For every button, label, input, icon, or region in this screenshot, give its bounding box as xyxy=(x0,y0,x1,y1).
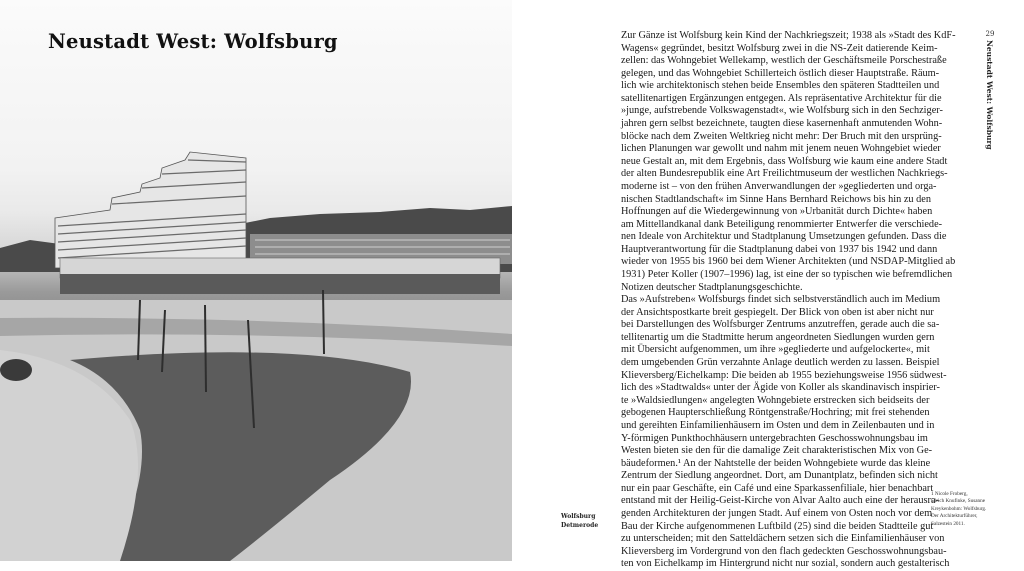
page-number: 29 xyxy=(985,30,995,38)
text-line: Klieversberg/Eichelkamp: Die beiden ab 1955 beziehungsweise 1956 südwest- xyxy=(621,369,947,381)
text-line: Hauptverantwortung für die Stadtplanung dabei von 1937 bis 1942 und dann xyxy=(621,243,938,255)
text-line: Notizen deutscher Stadtplanungsgeschichte. xyxy=(621,281,803,293)
text-line: jahren gern selbst bezeichnete, taugten diese kasernenhaft anmutenden Wohn- xyxy=(621,118,943,130)
text-line: genden Architekturen der jungen Stadt. Auf einem von Osten noch vor dem xyxy=(621,507,933,519)
text-line: 1931) Peter Koller (1907–1996) lag, ist eine der so typischen wie befremdlichen xyxy=(621,268,953,280)
text-line: entstand mit der Heilig-Geist-Kirche von Alvar Aalto auch eine der herausra- xyxy=(621,495,939,507)
photo-caption xyxy=(561,512,613,530)
footnote xyxy=(931,491,1015,528)
text-line: wieder von 1955 bis 1960 bei dem Wiener Architekten (und NSDAP-Mitglied ab xyxy=(621,256,956,268)
text-line: nur ein paar Geschäfte, ein Café und eine Sparkassenfiliale, hier benachbart xyxy=(621,482,934,494)
text-line: blöcke nach dem Zweiten Weltkrieg nicht mehr: Der Bruch mit den ursprüng- xyxy=(621,130,942,142)
footnote-line: Salzestein 2011. xyxy=(931,520,965,527)
text-line: tellitenartig um die Stadtmitte herum angeordneten Siedlungen wurden gern xyxy=(621,331,935,343)
text-line: dem umgebenden Grün verzahnte Anlage deutlich werden zu lassen. Beispiel xyxy=(621,357,940,369)
text-line: ten von Eichelkamp im Hintergrund nicht nur sozial, sondern auch gestalterisch xyxy=(621,558,950,570)
caption-line: Wolfsburg xyxy=(561,513,596,520)
footnote-line: Der Architekturführer, xyxy=(931,513,978,520)
text-line: der Ansichtspostkarte breit gespiegelt. Der Blick von oben ist aber nicht nur xyxy=(621,306,934,318)
text-line: lichen Planungen war gewollt und nahm mit jenem neuen Wohngebiet wieder xyxy=(621,143,941,155)
text-line: nischen Stadtlandschaft« im Sinne Hans Bernhard Reichows bis hin zu den xyxy=(621,193,931,205)
text-line: »junge, aufstrebende Volkswagenstadt«, wie Wolfsburg sich in den Sechziger- xyxy=(621,105,943,117)
footnote-line: Kreykenbohm: Wolfsburg. xyxy=(931,505,987,512)
text-line: gebogenen Haupterschließung Röntgenstraße/Hochring; mit frei stehenden xyxy=(621,407,930,419)
text-line: Hoffnungen auf die Wiedergewinnung von »Urbanität durch Dichte« haben xyxy=(621,206,933,218)
text-line: der alten Bundesrepublik eine Art Freilichtmuseum der westlichen Nachkriegs- xyxy=(621,168,948,180)
low-buildings-shadow xyxy=(60,274,500,294)
text-line: te »Waldsiedlungen« angelegten Wohngebiete erstrecken sich beidseits der xyxy=(621,394,930,406)
text-line: satellitenartigen Ergänzungen entgegen. Als repräsentative Architektur für die xyxy=(621,92,942,104)
footnote-line: Ulrich Knufinke, Susanne xyxy=(931,498,986,505)
text-line: Zentrum der Siedlung angeordnet. Dort, am Dunantplatz, befinden sich nicht xyxy=(621,470,938,482)
text-line: Klieversberg im Vordergrund von den flach gedeckten Geschosswohnungsbau- xyxy=(621,545,947,557)
running-head: Neustadt West: Wolfsburg xyxy=(985,40,994,150)
vintage-car xyxy=(0,359,32,381)
text-line: am Mittellandkanal dank Beteiligung renommierter Entwerfer die verschiede- xyxy=(621,218,943,230)
chapter-title: Neustadt West: Wolfsburg xyxy=(48,30,338,53)
text-line: und gereihten Einfamilienhäusern im Osten und dem in Zeilenbauten und in xyxy=(621,419,935,431)
terraced-highrise xyxy=(55,152,246,268)
text-line: Westen bieten sie den für die damalige Zeit charakteristischen Mix von Ge- xyxy=(621,445,933,457)
footnote-line: 1 Nicole Froberg, xyxy=(931,491,968,497)
text-line: neue Gestalt an, mit dem Ergebnis, dass Wolfsburg wie kaum eine andere Stadt xyxy=(621,155,948,167)
text-line: Bau der Kirche aufgenommenen Luftbild (25) sind die beiden Stadtteile gut xyxy=(621,520,934,532)
photo-illustration xyxy=(0,0,512,561)
text-line: mit Übersicht aufgenommen, um ihre »gegliederte und aufgelockerte«, mit xyxy=(621,344,930,356)
text-line: gelegen, und das Wohngebiet Schillerteich östlich dieser Hauptstraße. Räum- xyxy=(621,67,940,79)
caption-line: Detmerode xyxy=(561,522,599,529)
text-line: bei Darstellungen des Wolfsburger Zentrums anzutreffen, gerade auch die sa- xyxy=(621,319,940,331)
text-line: lich des »Stadtwalds« unter der Ägide von Koller als skandinavisch inspirier- xyxy=(621,382,940,394)
text-line: nen Ideale von Architektur und Stadtplanung Umsetzungen gefunden. Dass die xyxy=(621,231,947,243)
text-line: moderne ist – von den frühen Anverwandlungen der »gegliederten und orga- xyxy=(621,180,937,192)
text-line: Zur Gänze ist Wolfsburg kein Kind der Nachkriegszeit; 1938 als »Stadt des KdF- xyxy=(621,30,956,41)
text-line: zellen: das Wohngebiet Wellekamp, westlich der Geschäftsmeile Porschestraße xyxy=(621,55,947,67)
text-line: zu unterscheiden; mit den Satteldächern setzen sich die Einfamilienhäuser von xyxy=(621,533,945,545)
text-line: Wagens« gegründet, besitzt Wolfsburg zwei in die NS-Zeit datierende Keim- xyxy=(621,42,938,54)
text-line: lich wie architektonisch stehen beide Ensembles den späteren Stadtteilen und xyxy=(621,80,940,92)
text-line: Y-förmigen Punkthochhäusern untergebrachten Geschosswohnungsbau im xyxy=(621,432,928,444)
postcard-photo xyxy=(0,0,512,561)
text-line: Das »Aufstreben« Wolfsburgs findet sich selbstverständlich auch im Medium xyxy=(621,294,941,306)
text-line: bäudeformen.¹ An der Nahtstelle der beiden Wohngebiete wurde das kleine xyxy=(621,457,931,469)
